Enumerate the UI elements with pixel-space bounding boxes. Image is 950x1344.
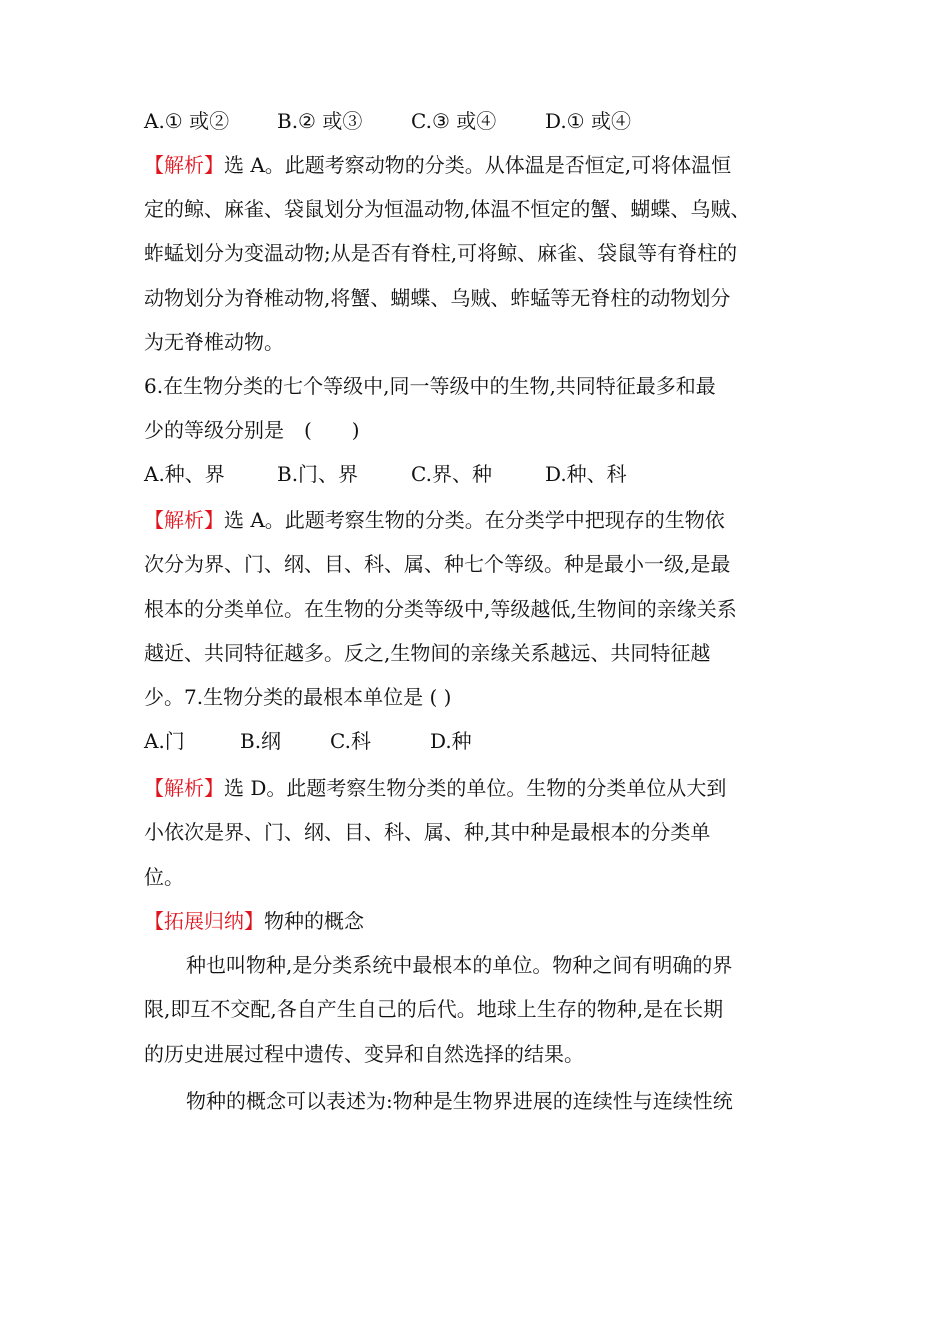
q7-option-b: B.纲	[240, 729, 282, 753]
q6-option-c: C.界、种	[411, 462, 492, 486]
q6-analysis-line-2: 次分为界、门、纲、目、科、属、种七个等级。种是最小一级,是最	[144, 552, 731, 576]
q5-analysis-line-3: 蚱蜢划分为变温动物;从是否有脊柱,可将鲸、麻雀、袋鼠等有脊柱的	[144, 241, 738, 265]
q5-options	[144, 108, 631, 134]
q6-question-line-2: 少的等级分别是 ( )	[144, 418, 360, 442]
extension-tag: 【拓展归纳】	[144, 909, 264, 933]
q5-option-c: C.③ 或④	[411, 109, 497, 133]
q5-analysis-line-1	[144, 152, 731, 178]
q7-analysis-text-1: 选 D。此题考察生物分类的单位。生物的分类单位从大到	[224, 776, 727, 800]
q7-analysis-line-1	[144, 775, 726, 801]
q6-analysis-line-3: 根本的分类单位。在生物的分类等级中,等级越低,生物间的亲缘关系	[144, 597, 737, 621]
extension-heading	[144, 908, 364, 934]
q5-analysis-line-2: 定的鲸、麻雀、袋鼠划分为恒温动物,体温不恒定的蟹、蝴蝶、乌贼、	[144, 197, 751, 221]
extension-para1-line-1: 种也叫物种,是分类系统中最根本的单位。物种之间有明确的界	[186, 953, 733, 977]
q7-analysis-line-3: 位。	[144, 865, 184, 889]
q5-analysis-text-1: 选 A。此题考察动物的分类。从体温是否恒定,可将体温恒	[224, 153, 732, 177]
q7-analysis-tag: 【解析】	[144, 776, 224, 800]
extension-title: 物种的概念	[264, 909, 364, 933]
q7-option-c: C.科	[330, 729, 371, 753]
q6-analysis-line-5: 少。7.生物分类的最根本单位是 ( )	[144, 685, 452, 709]
q6-analysis-tag: 【解析】	[144, 508, 224, 532]
q7-option-a: A.门	[144, 729, 185, 753]
q7-option-d: D.种	[430, 729, 472, 753]
q5-option-a: A.① 或②	[144, 109, 230, 133]
q5-analysis-line-4: 动物划分为脊椎动物,将蟹、蝴蝶、乌贼、蚱蜢等无脊柱的动物划分	[144, 286, 731, 310]
q6-option-b: B.门、界	[277, 462, 359, 486]
extension-para1-line-2: 限,即互不交配,各自产生自己的后代。地球上生存的物种,是在长期	[144, 997, 724, 1021]
extension-para2-line-1: 物种的概念可以表述为:物种是生物界进展的连续性与连续性统	[186, 1089, 733, 1113]
q5-analysis-tag: 【解析】	[144, 153, 224, 177]
q6-analysis-line-1	[144, 507, 725, 533]
q6-option-d: D.种、科	[545, 462, 627, 486]
q7-options	[144, 728, 472, 754]
q6-analysis-line-4: 越近、共同特征越多。反之,生物间的亲缘关系越远、共同特征越	[144, 641, 711, 665]
q6-analysis-text-1: 选 A。此题考察生物的分类。在分类学中把现存的生物依	[224, 508, 725, 532]
q6-option-a: A.种、界	[144, 462, 225, 486]
q6-options	[144, 461, 627, 487]
q5-option-d: D.① 或④	[545, 109, 631, 133]
q5-option-b: B.② 或③	[277, 109, 363, 133]
q5-analysis-line-5: 为无脊椎动物。	[144, 330, 284, 354]
q6-question-line-1: 6.在生物分类的七个等级中,同一等级中的生物,共同特征最多和最	[144, 374, 716, 398]
q7-analysis-line-2: 小依次是界、门、纲、目、科、属、种,其中种是最根本的分类单	[144, 820, 711, 844]
extension-para1-line-3: 的历史进展过程中遗传、变异和自然选择的结果。	[144, 1042, 584, 1066]
